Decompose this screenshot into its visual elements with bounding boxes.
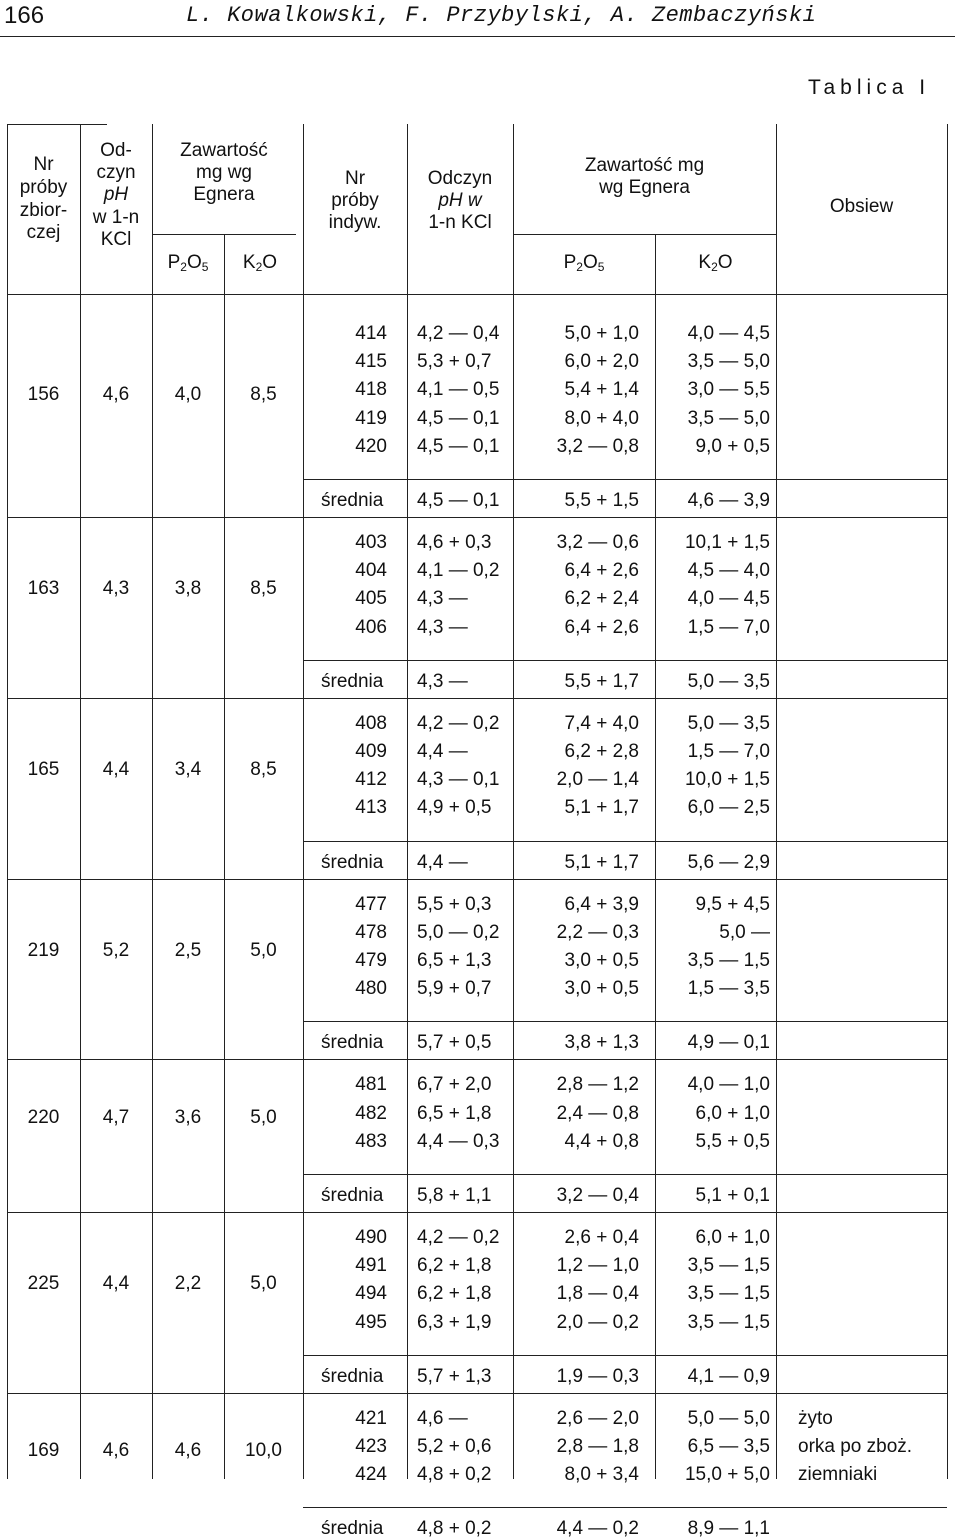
- sample-p2o5: 6,2 + 2,4: [564, 588, 639, 610]
- sample-id: 478: [355, 921, 387, 943]
- group-k2o: 5,0: [250, 1106, 277, 1128]
- sample-id: 490: [355, 1227, 387, 1248]
- average-label: średnia: [321, 670, 384, 692]
- sample-id: 406: [355, 616, 387, 638]
- group-p2o5: 3,8: [174, 578, 202, 600]
- sample-k2o: 3,5 — 1,5: [687, 950, 770, 971]
- sample-ph: 5,5 + 0,3: [417, 893, 492, 915]
- sample-id: 405: [355, 588, 387, 610]
- sample-k2o: 3,5 — 1,5: [687, 1311, 770, 1333]
- sample-id: 420: [355, 435, 387, 457]
- sample-k2o: 10,0 + 1,5: [684, 769, 770, 791]
- sample-k2o: 1,5 — 7,0: [687, 616, 770, 638]
- sample-ph: 4,3 —: [417, 588, 468, 610]
- sample-id: 415: [355, 351, 387, 373]
- sample-k2o: 5,0 — 3,5: [687, 712, 770, 734]
- group-p2o5: 2,5: [174, 940, 202, 961]
- group-k2o: 8,5: [250, 759, 277, 781]
- average-rule: [303, 1355, 947, 1356]
- sample-p2o5: 7,4 + 4,0: [564, 712, 639, 734]
- sample-id: 477: [355, 893, 387, 915]
- group-p2o5: 3,6: [174, 1106, 202, 1128]
- sample-p2o5: 8,0 + 4,0: [564, 407, 639, 429]
- sample-p2o5: 2,8 — 1,8: [556, 1436, 639, 1457]
- average-rule: [303, 479, 947, 480]
- average-rule: [303, 1174, 947, 1175]
- sample-p2o5: 2,6 + 0,4: [564, 1227, 639, 1248]
- sample-k2o: 3,5 — 1,5: [687, 1283, 770, 1305]
- sample-k2o: 5,0 —: [719, 921, 770, 943]
- sample-p2o5: 6,2 + 2,8: [564, 741, 639, 762]
- sample-p2o5: 8,0 + 3,4: [564, 1464, 639, 1486]
- sample-ph: 4,8 + 0,2: [417, 1464, 492, 1486]
- sample-p2o5: 3,2 — 0,6: [556, 532, 639, 553]
- sample-id: 408: [355, 712, 387, 734]
- sample-k2o: 4,0 — 1,0: [687, 1074, 770, 1096]
- sample-ph: 4,1 — 0,5: [417, 379, 500, 401]
- sample-ph: 4,1 — 0,2: [417, 560, 500, 582]
- group-rule: [7, 698, 947, 699]
- average-p2o5: 5,5 + 1,5: [564, 490, 639, 511]
- column-rule: [407, 124, 408, 1479]
- sample-k2o: 4,5 — 4,0: [687, 560, 770, 582]
- column-rule: [776, 124, 777, 1479]
- group-ph: 4,6: [102, 1440, 130, 1462]
- sample-p2o5: 2,8 — 1,2: [556, 1074, 639, 1096]
- group-k2o: 5,0: [250, 940, 277, 961]
- sample-k2o: 3,5 — 1,5: [687, 1255, 770, 1277]
- average-k2o: 5,1 + 0,1: [695, 1185, 770, 1206]
- sample-p2o5: 6,4 + 3,9: [564, 893, 639, 915]
- average-label: średnia: [321, 851, 384, 873]
- sample-k2o: 1,5 — 7,0: [687, 741, 770, 762]
- col-header-zawartosc: Zawartość mg wg Egnera: [180, 140, 268, 206]
- group-rule: [7, 1393, 947, 1394]
- sample-id: 423: [355, 1436, 387, 1457]
- col-header-p2o5: $P_2O_5$: [167, 252, 209, 274]
- sample-p2o5: 5,0 + 1,0: [564, 323, 639, 344]
- average-p2o5: 5,5 + 1,7: [564, 670, 639, 692]
- sample-id: 421: [355, 1407, 387, 1429]
- average-rule: [303, 841, 947, 842]
- sample-ph: 4,6 + 0,3: [417, 532, 492, 553]
- sample-p2o5: 2,6 — 2,0: [556, 1407, 639, 1429]
- sample-k2o: 1,5 — 3,5: [687, 978, 770, 1000]
- sample-id: 409: [355, 741, 387, 762]
- sample-id: 495: [355, 1311, 387, 1333]
- group-p2o5: 3,4: [174, 759, 202, 781]
- sample-obsiew: żyto: [798, 1407, 833, 1429]
- average-ph: 4,3 —: [417, 670, 468, 692]
- sample-ph: 6,5 + 1,3: [417, 950, 492, 971]
- table-title: Tablica I: [808, 76, 931, 99]
- data-table: [7, 124, 947, 1539]
- col-header-zawartosc-indyw: Zawartość mg wg Egnera: [584, 155, 705, 199]
- sample-k2o: 3,5 — 5,0: [687, 407, 770, 429]
- sample-ph: 6,7 + 2,0: [417, 1074, 492, 1096]
- group-k2o: 8,5: [250, 578, 277, 600]
- sample-p2o5: 2,2 — 0,3: [556, 921, 639, 943]
- group-nr: 220: [27, 1106, 60, 1128]
- average-label: średnia: [321, 490, 384, 511]
- sample-ph: 5,3 + 0,7: [417, 351, 492, 373]
- column-rule: [513, 124, 514, 1479]
- sample-ph: 4,5 — 0,1: [417, 435, 500, 457]
- average-p2o5: 1,9 — 0,3: [556, 1365, 639, 1387]
- group-ph: 4,6: [102, 383, 130, 405]
- sample-k2o: 6,5 — 3,5: [687, 1436, 770, 1457]
- group-ph: 4,4: [102, 759, 130, 781]
- sample-ph: 6,2 + 1,8: [417, 1255, 492, 1277]
- sample-p2o5: 1,8 — 0,4: [556, 1283, 639, 1305]
- group-nr: 165: [27, 759, 60, 781]
- sample-k2o: 6,0 — 2,5: [687, 797, 770, 819]
- average-rule: [303, 1507, 947, 1508]
- col-header-odczyn: Od- czyn pH w 1-n KCl: [92, 140, 140, 250]
- group-nr: 225: [27, 1273, 60, 1295]
- average-k2o: 8,9 — 1,1: [687, 1518, 770, 1539]
- sample-id: 419: [355, 407, 387, 429]
- col-header-nr-indyw: Nr próby indyw.: [328, 168, 382, 234]
- sample-ph: 4,2 — 0,4: [417, 323, 500, 344]
- sample-id: 483: [355, 1130, 387, 1152]
- sample-p2o5: 6,0 + 2,0: [564, 351, 639, 373]
- average-rule: [303, 660, 947, 661]
- header-rule: [0, 36, 955, 37]
- sample-ph: 6,3 + 1,9: [417, 1311, 492, 1333]
- col-header-k2o: $K_2O$: [242, 252, 278, 274]
- sample-ph: 4,3 —: [417, 616, 468, 638]
- group-nr: 169: [27, 1440, 60, 1462]
- average-label: średnia: [321, 1365, 384, 1387]
- sample-ph: 4,4 — 0,3: [417, 1130, 500, 1152]
- sample-id: 404: [355, 560, 387, 582]
- sample-k2o: 15,0 + 5,0: [684, 1464, 770, 1486]
- sample-p2o5: 6,4 + 2,6: [564, 560, 639, 582]
- sample-k2o: 4,0 — 4,5: [687, 588, 770, 610]
- sample-k2o: 9,0 + 0,5: [695, 435, 770, 457]
- sample-id: 418: [355, 379, 387, 401]
- sample-id: 491: [355, 1255, 387, 1277]
- average-p2o5: 4,4 — 0,2: [556, 1518, 639, 1539]
- group-ph: 4,3: [102, 578, 130, 600]
- sample-k2o: 6,0 + 1,0: [695, 1227, 770, 1248]
- average-p2o5: 3,2 — 0,4: [556, 1185, 639, 1206]
- sample-p2o5: 5,4 + 1,4: [564, 379, 639, 401]
- average-ph: 4,4 —: [417, 851, 468, 873]
- sample-ph: 4,6 —: [417, 1407, 468, 1429]
- col-header-k2o-indyw: $K_2O$: [698, 252, 733, 274]
- sample-ph: 5,2 + 0,6: [417, 1436, 492, 1457]
- sample-ph: 5,0 — 0,2: [417, 921, 500, 943]
- average-label: średnia: [321, 1032, 384, 1054]
- column-rule: [947, 124, 948, 1479]
- sample-k2o: 5,5 + 0,5: [695, 1130, 770, 1152]
- average-k2o: 4,1 — 0,9: [687, 1365, 770, 1387]
- page-number: 166: [4, 2, 45, 29]
- sample-id: 412: [355, 769, 387, 791]
- sample-p2o5: 2,0 — 1,4: [556, 769, 639, 791]
- group-rule: [7, 879, 947, 880]
- sample-ph: 4,5 — 0,1: [417, 407, 500, 429]
- average-label: średnia: [321, 1185, 384, 1206]
- average-k2o: 5,0 — 3,5: [687, 670, 770, 692]
- col-header-odczyn-indyw: Odczyn pH w 1-n KCl: [427, 168, 493, 234]
- sample-k2o: 6,0 + 1,0: [695, 1102, 770, 1124]
- group-p2o5: 2,2: [174, 1273, 202, 1295]
- average-k2o: 5,6 — 2,9: [687, 851, 770, 873]
- average-ph: 5,7 + 0,5: [417, 1032, 492, 1054]
- sample-k2o: 3,5 — 5,0: [687, 351, 770, 373]
- column-rule: [655, 234, 656, 1479]
- header-bottom-rule: [7, 294, 947, 295]
- running-head-authors: L. Kowalkowski, F. Przybylski, A. Zembaczyński: [186, 3, 817, 28]
- header-sub-rule-right: [513, 234, 776, 235]
- sample-id: 414: [355, 323, 387, 344]
- group-ph: 4,4: [102, 1273, 130, 1295]
- sample-obsiew: ziemniaki: [798, 1464, 878, 1486]
- sample-ph: 4,9 + 0,5: [417, 797, 492, 819]
- sample-p2o5: 3,0 + 0,5: [564, 978, 639, 1000]
- group-p2o5: 4,6: [174, 1440, 202, 1462]
- sample-k2o: 10,1 + 1,5: [684, 532, 770, 553]
- group-ph: 4,7: [102, 1106, 130, 1128]
- average-ph: 5,7 + 1,3: [417, 1365, 492, 1387]
- group-nr: 219: [27, 940, 60, 961]
- group-k2o: 8,5: [250, 383, 277, 405]
- group-k2o: 10,0: [245, 1440, 282, 1462]
- sample-id: 494: [355, 1283, 387, 1305]
- group-nr: 163: [27, 578, 60, 600]
- sample-p2o5: 4,4 + 0,8: [564, 1130, 639, 1152]
- average-p2o5: 5,1 + 1,7: [564, 851, 639, 873]
- sample-ph: 6,2 + 1,8: [417, 1283, 492, 1305]
- col-header-obsiew: Obsiew: [829, 196, 894, 217]
- sample-p2o5: 6,4 + 2,6: [564, 616, 639, 638]
- group-rule: [7, 517, 947, 518]
- average-p2o5: 3,8 + 1,3: [564, 1032, 639, 1054]
- sample-k2o: 4,0 — 4,5: [687, 323, 770, 344]
- sample-id: 480: [355, 978, 387, 1000]
- average-k2o: 4,6 — 3,9: [687, 490, 770, 511]
- sample-p2o5: 3,2 — 0,8: [556, 435, 639, 457]
- average-rule: [303, 1021, 947, 1022]
- sample-obsiew: orka po zboż.: [798, 1436, 913, 1457]
- sample-p2o5: 1,2 — 1,0: [556, 1255, 639, 1277]
- sample-id: 413: [355, 797, 387, 819]
- average-ph: 5,8 + 1,1: [417, 1185, 492, 1206]
- group-rule: [7, 1059, 947, 1060]
- sample-ph: 6,5 + 1,8: [417, 1102, 492, 1124]
- header-top-rule: [7, 124, 107, 125]
- sample-id: 481: [355, 1074, 387, 1096]
- sample-ph: 4,2 — 0,2: [417, 712, 500, 734]
- group-rule: [7, 1212, 947, 1213]
- sample-ph: 4,2 — 0,2: [417, 1227, 500, 1248]
- sample-ph: 4,3 — 0,1: [417, 769, 500, 791]
- group-ph: 5,2: [102, 940, 130, 961]
- sample-id: 424: [355, 1464, 387, 1486]
- sample-k2o: 9,5 + 4,5: [695, 893, 770, 915]
- sample-id: 482: [355, 1102, 387, 1124]
- sample-id: 479: [355, 950, 387, 971]
- sample-p2o5: 5,1 + 1,7: [564, 797, 639, 819]
- sample-ph: 5,9 + 0,7: [417, 978, 492, 1000]
- group-k2o: 5,0: [250, 1273, 277, 1295]
- col-header-nr-zbiorczej: Nr próby zbior- czej: [19, 154, 68, 244]
- group-p2o5: 4,0: [174, 383, 202, 405]
- average-ph: 4,5 — 0,1: [417, 490, 500, 511]
- average-k2o: 4,9 — 0,1: [687, 1032, 770, 1054]
- sample-k2o: 3,0 — 5,5: [687, 379, 770, 401]
- sample-p2o5: 2,0 — 0,2: [556, 1311, 639, 1333]
- sample-ph: 4,4 —: [417, 741, 468, 762]
- sample-id: 403: [355, 532, 387, 553]
- sample-p2o5: 3,0 + 0,5: [564, 950, 639, 971]
- group-nr: 156: [27, 383, 60, 405]
- sample-p2o5: 2,4 — 0,8: [556, 1102, 639, 1124]
- average-ph: 4,8 + 0,2: [417, 1518, 492, 1539]
- average-label: średnia: [321, 1518, 384, 1539]
- page-header: [0, 0, 960, 38]
- sample-k2o: 5,0 — 5,0: [687, 1407, 770, 1429]
- col-header-p2o5-indyw: $P_2O_5$: [563, 252, 605, 274]
